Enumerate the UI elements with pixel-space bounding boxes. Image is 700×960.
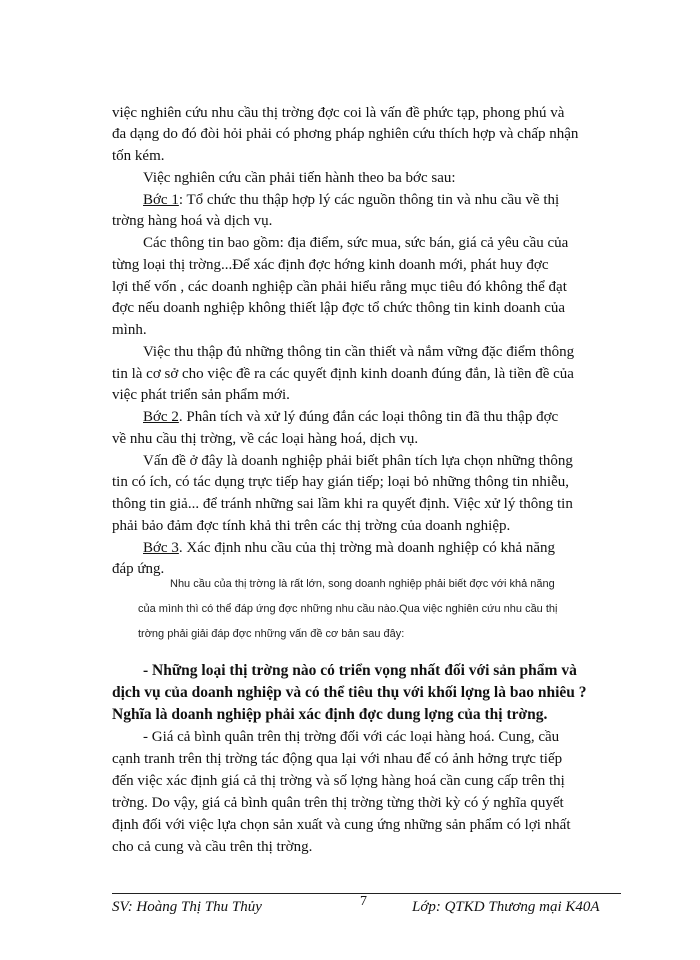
step-2-line — [143, 407, 558, 427]
text-line: việc phát triển sản phẩm mới. — [112, 387, 290, 403]
bold-text-line: Nghĩa là doanh nghiệp phải xác định đợc dung lợng của thị trờng. — [112, 706, 548, 723]
text-line: mình. — [112, 322, 147, 338]
text-line: tốn kém. — [112, 148, 165, 164]
text-line: Việc thu thập đủ những thông tin cần thiết và nắm vững đặc điểm thông — [143, 344, 575, 360]
bold-text-line: dịch vụ của doanh nghiệp và có thể tiêu thụ với khối lợng là bao nhiêu ? — [112, 684, 587, 701]
bold-text-line: - Những loại thị trờng nào có triển vọng nhất đối với sản phẩm và — [143, 662, 577, 679]
step-2-text: . Phân tích và xử lý đúng đắn các loại thông tin đã thu thập đợc — [178, 409, 559, 425]
text-line: định đối với việc lựa chọn sản xuất và cung ứng những sản phẩm có lợi nhất — [112, 817, 571, 833]
text-line: đáp ứng. — [112, 561, 165, 577]
text-line: đa dạng do đó đòi hỏi phải có phơng pháp nghiên cứu thích hợp và chấp nhận — [112, 126, 579, 142]
small-text-line: Nhu cầu của thị trờng là rất lớn, song doanh nghiệp phải biết đợc với khả năng — [170, 578, 555, 590]
text-line: trờng. Do vậy, giá cả bình quân trên thị trờng từng thời kỳ có ý nghĩa quyết — [112, 795, 564, 811]
text-line: thông tin giả... để tránh những sai lầm khi ra quyết định. Việc xử lý thông tin — [112, 496, 573, 512]
text-line: phải bảo đảm đợc tính khả thi trên các thị trờng của doanh nghiệp. — [112, 518, 511, 534]
text-line: về nhu cầu thị trờng, về các loại hàng hoá, dịch vụ. — [112, 431, 419, 447]
step-1-line — [143, 190, 559, 210]
small-text-line: trờng phải giải đáp đợc những vấn đề cơ bản sau đây: — [138, 628, 405, 640]
text-line: Việc nghiên cứu cần phải tiến hành theo ba bớc sau: — [143, 170, 456, 186]
text-line: tin là cơ sở cho việc đề ra các quyết định kinh doanh đúng đắn, là tiền đề của — [112, 366, 574, 382]
step-1-label: Bớc 1 — [143, 192, 179, 208]
text-line: Các thông tin bao gồm: địa điểm, sức mua, sức bán, giá cả yêu cầu của — [143, 235, 569, 251]
footer-class: Lớp: QTKD Thương mại K40A — [412, 899, 600, 915]
text-line: việc nghiên cứu nhu cầu thị trờng đợc coi là vấn đề phức tạp, phong phú và — [112, 105, 565, 121]
text-line: Vấn đề ở đây là doanh nghiệp phải biết phân tích lựa chọn những thông — [143, 453, 573, 469]
step-1-text: : Tổ chức thu thập hợp lý các nguồn thông tin và nhu cầu về thị — [178, 192, 560, 208]
text-line: tin có ích, có tác dụng trực tiếp hay gián tiếp; loại bỏ những thông tin nhiễu, — [112, 474, 569, 490]
text-line: - Giá cả bình quân trên thị trờng đối với các loại hàng hoá. Cung, cầu — [143, 729, 560, 745]
text-line: đến việc xác định giá cả thị trờng và số lợng hàng hoá cần cung cấp trên thị — [112, 773, 565, 789]
page-number: 7 — [360, 894, 367, 909]
text-line: đợc nếu doanh nghiệp không thiết lập đợc tổ chức thông tin kinh doanh của — [112, 300, 566, 316]
step-3-label: Bớc 3 — [143, 540, 179, 556]
step-3-text: . Xác định nhu cầu của thị trờng mà doanh nghiệp có khả năng — [178, 540, 556, 556]
text-line: cho cả cung và cầu trên thị trờng. — [112, 839, 313, 855]
text-line: từng loại thị trờng...Để xác định đợc hớng kinh doanh mới, phát huy đợc — [112, 257, 549, 273]
step-3-line — [143, 538, 555, 558]
step-2-label: Bớc 2 — [143, 409, 179, 425]
small-text-line: của mình thì có thể đáp ứng đợc những nhu cầu nào.Qua việc nghiên cứu nhu cầu thị — [138, 603, 558, 615]
text-line: cạnh tranh trên thị trờng tác động qua lại với nhau để có ảnh hởng trực tiếp — [112, 751, 563, 767]
text-line: lợi thế vốn , các doanh nghiệp cần phải hiểu rằng mục tiêu đó không thể đạt — [112, 279, 567, 295]
text-line: trờng hàng hoá và dịch vụ. — [112, 213, 273, 229]
footer-student: SV: Hoàng Thị Thu Thủy — [112, 899, 262, 915]
